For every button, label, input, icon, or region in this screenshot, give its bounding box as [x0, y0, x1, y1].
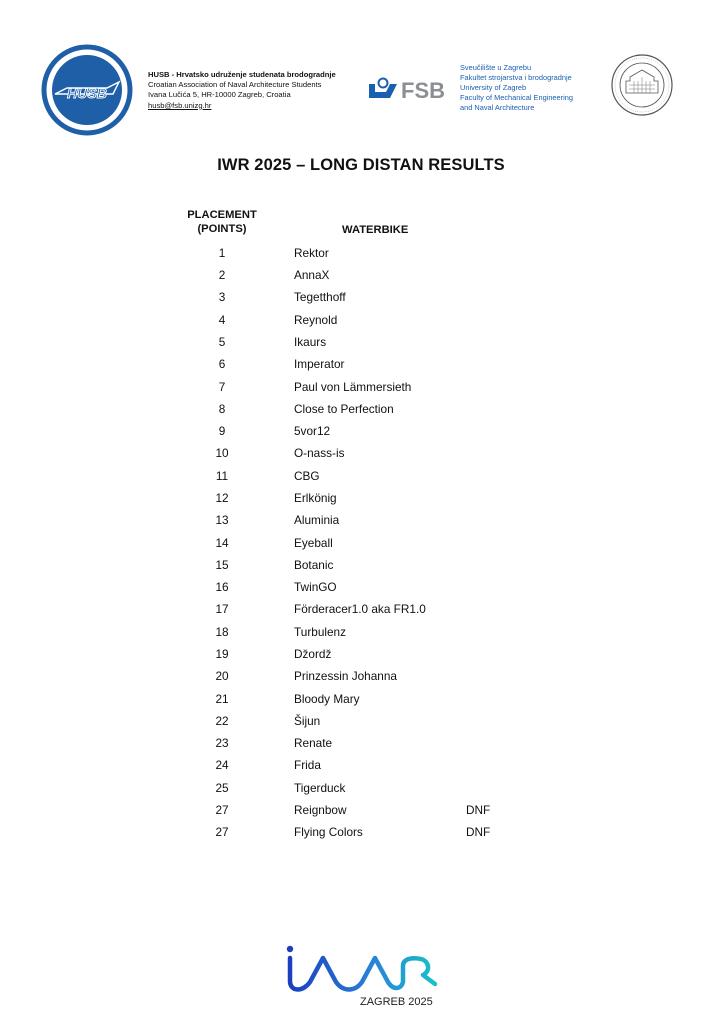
table-row	[0, 513, 722, 535]
placement-cell: 18	[215, 625, 229, 639]
waterbike-cell: Džordž	[294, 647, 332, 661]
placement-cell: 16	[215, 580, 229, 594]
table-row	[0, 536, 722, 558]
placement-cell: 20	[215, 669, 229, 683]
waterbike-cell: Aluminia	[294, 513, 340, 527]
waterbike-cell: TwinGO	[294, 580, 337, 594]
table-row	[0, 625, 722, 647]
placement-cell: 17	[215, 602, 229, 616]
waterbike-cell: Prinzessin Johanna	[294, 669, 397, 683]
svg-text:HUSB: HUSB	[67, 85, 107, 101]
university-seal-logo	[610, 53, 674, 117]
placement-cell: 21	[215, 692, 229, 706]
waterbike-cell: Ikaurs	[294, 335, 327, 349]
placement-cell: 12	[215, 491, 229, 505]
husb-email-link[interactable]: husb@fsb.unizg.hr	[148, 100, 212, 110]
table-row	[0, 424, 722, 446]
table-row	[0, 335, 722, 357]
waterbike-cell: O-nass-is	[294, 446, 345, 460]
waterbike-cell: Erlkönig	[294, 491, 337, 505]
waterbike-cell: AnnaX	[294, 268, 330, 282]
table-row	[0, 825, 722, 847]
waterbike-cell: Förderacer1.0 aka FR1.0	[294, 602, 426, 616]
iwr-zagreb-logo	[283, 944, 443, 1012]
placement-cell: 27	[215, 825, 229, 839]
table-row	[0, 380, 722, 402]
placement-cell: 1	[218, 246, 226, 260]
placement-cell: 10	[215, 446, 229, 460]
table-row	[0, 491, 722, 513]
table-row	[0, 290, 722, 312]
placement-cell: 27	[215, 803, 229, 817]
table-row	[0, 558, 722, 580]
waterbike-cell: Bloody Mary	[294, 692, 360, 706]
unizg-name-en: University of Zagreb	[460, 83, 527, 92]
placement-cell: 9	[218, 424, 226, 438]
status-cell: DNF	[466, 825, 491, 839]
table-row	[0, 692, 722, 714]
table-row	[0, 580, 722, 602]
waterbike-cell: Reignbow	[294, 803, 347, 817]
waterbike-cell: Reynold	[294, 313, 338, 327]
placement-cell: 5	[218, 335, 226, 349]
table-row	[0, 781, 722, 803]
waterbike-cell: Tegetthoff	[294, 290, 346, 304]
waterbike-cell: CBG	[294, 469, 320, 483]
fsb-logo	[368, 74, 453, 104]
column-header-placement: PLACEMENT (POINTS)	[187, 209, 257, 235]
placement-cell: 8	[218, 402, 226, 416]
waterbike-cell: Close to Perfection	[294, 402, 394, 416]
waterbike-cell: Paul von Lämmersieth	[294, 380, 412, 394]
table-row	[0, 313, 722, 335]
placement-cell: 23	[215, 736, 229, 750]
table-row	[0, 268, 722, 290]
placement-cell: 14	[215, 536, 229, 550]
waterbike-cell: 5vor12	[294, 424, 331, 438]
fsb-name-en-2: and Naval Architecture	[460, 103, 535, 112]
placement-cell: 13	[215, 513, 229, 527]
placement-cell: 22	[215, 714, 229, 728]
placement-cell: 25	[215, 781, 229, 795]
waterbike-cell: Eyeball	[294, 536, 333, 550]
unizg-name-hr: Sveučilište u Zagrebu	[460, 63, 532, 72]
table-row	[0, 736, 722, 758]
husb-logo	[41, 44, 133, 136]
svg-text:FSB: FSB	[401, 78, 445, 103]
husb-info	[148, 70, 336, 111]
placement-cell: 4	[218, 313, 226, 327]
fsb-name-en-1: Faculty of Mechanical Engineering	[460, 93, 573, 102]
page-title: IWR 2025 – LONG DISTAN RESULTS	[217, 156, 505, 174]
table-row	[0, 803, 722, 825]
table-row	[0, 469, 722, 491]
table-row	[0, 402, 722, 424]
waterbike-cell: Rektor	[294, 246, 329, 260]
waterbike-cell: Tigerduck	[294, 781, 346, 795]
waterbike-cell: Renate	[294, 736, 333, 750]
svg-text:ZAGREB 2025: ZAGREB 2025	[360, 996, 433, 1008]
waterbike-cell: Botanic	[294, 558, 334, 572]
placement-cell: 15	[215, 558, 229, 572]
placement-cell: 7	[218, 380, 226, 394]
table-row	[0, 602, 722, 624]
placement-cell: 6	[218, 357, 226, 371]
status-cell: DNF	[466, 803, 491, 817]
fsb-name-hr: Fakultet strojarstva i brodogradnje	[460, 73, 572, 82]
table-row	[0, 758, 722, 780]
husb-address: Ivana Lučića 5, HR-10000 Zagreb, Croatia	[148, 90, 291, 100]
husb-name-en: Croatian Association of Naval Architecture Students	[148, 80, 322, 90]
column-header-waterbike: WATERBIKE	[342, 224, 409, 236]
placement-cell: 19	[215, 647, 229, 661]
waterbike-cell: Turbulenz	[294, 625, 347, 639]
table-row	[0, 669, 722, 691]
placement-cell: 11	[215, 469, 229, 483]
placement-cell: 2	[218, 268, 226, 282]
waterbike-cell: Šijun	[294, 714, 321, 728]
placement-cell: 24	[215, 758, 229, 772]
table-row	[0, 446, 722, 468]
husb-name-hr: HUSB - Hrvatsko udruženje studenata brodogradnje	[148, 70, 336, 79]
waterbike-cell: Frida	[294, 758, 321, 772]
table-row	[0, 647, 722, 669]
unizg-info	[460, 63, 573, 113]
table-row	[0, 357, 722, 379]
placement-cell: 3	[218, 290, 226, 304]
waterbike-cell: Flying Colors	[294, 825, 363, 839]
waterbike-cell: Imperator	[294, 357, 345, 371]
table-row	[0, 246, 722, 268]
table-row	[0, 714, 722, 736]
